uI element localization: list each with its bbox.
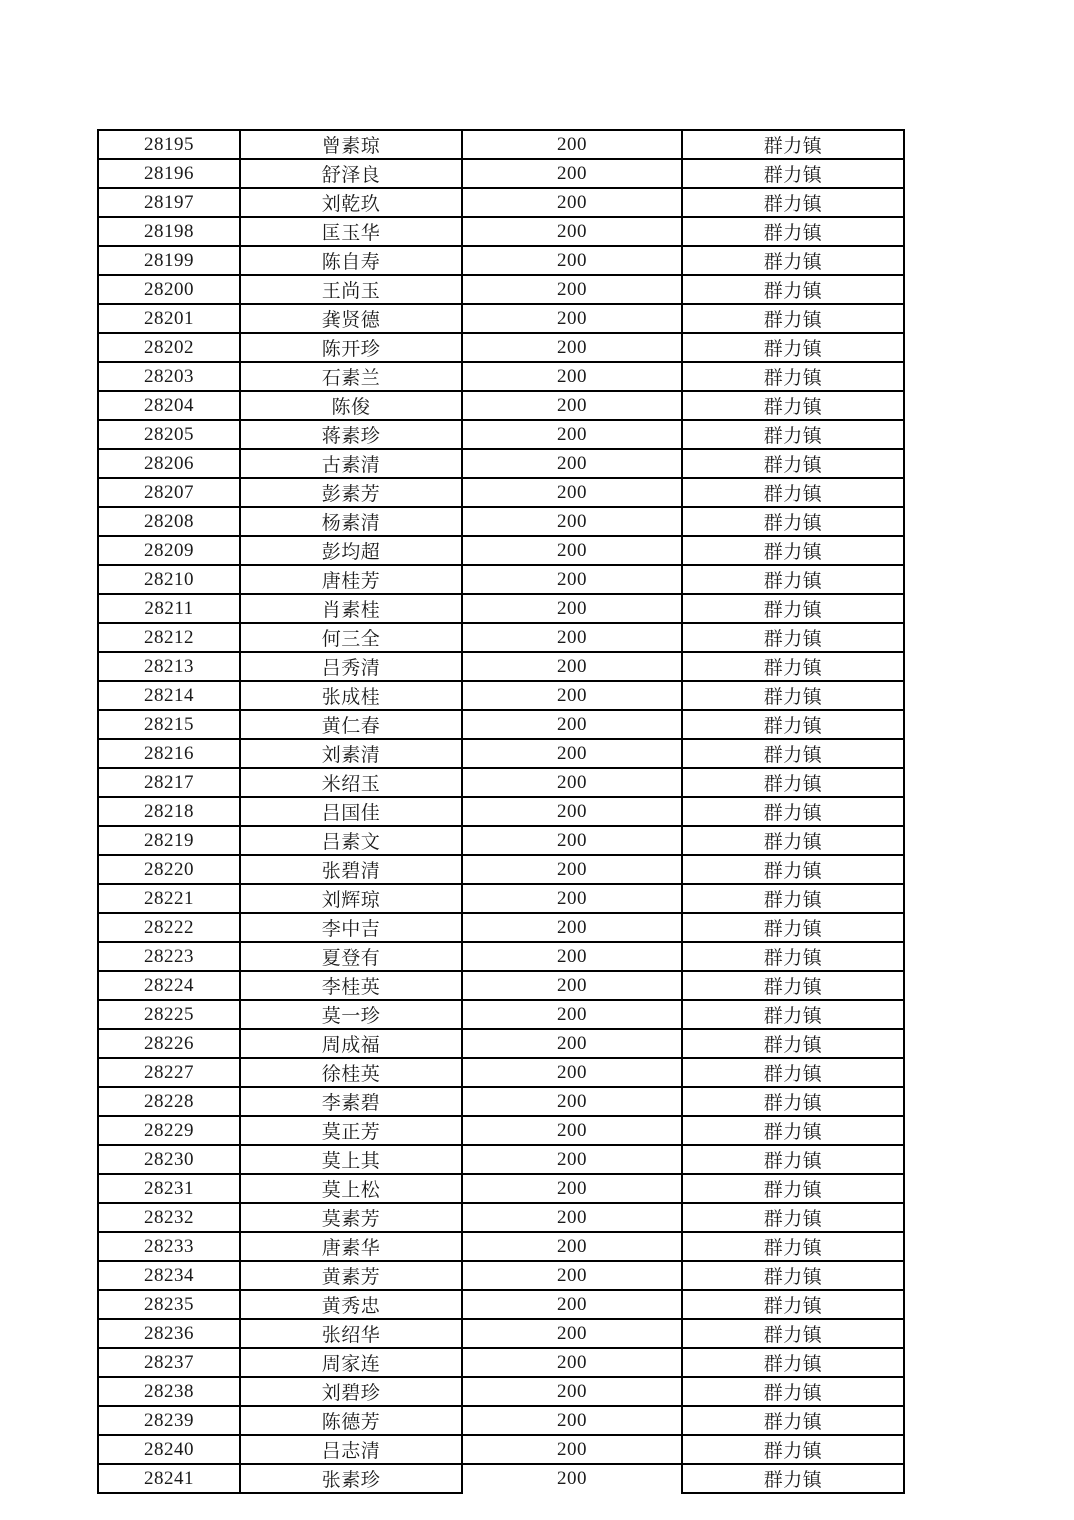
cell-amount: 200 (462, 1145, 682, 1174)
cell-town: 群力镇 (682, 304, 904, 333)
cell-amount: 200 (462, 333, 682, 362)
cell-town: 群力镇 (682, 420, 904, 449)
cell-town: 群力镇 (682, 1087, 904, 1116)
cell-person-name: 彭素芳 (240, 478, 462, 507)
cell-person-name: 匡玉华 (240, 217, 462, 246)
cell-person-name: 古素清 (240, 449, 462, 478)
cell-person-name: 夏登有 (240, 942, 462, 971)
cell-amount: 200 (462, 681, 682, 710)
table-row (98, 362, 904, 391)
cell-serial-number: 28235 (98, 1290, 240, 1319)
cell-amount: 200 (462, 971, 682, 1000)
cell-amount: 200 (462, 217, 682, 246)
table-row (98, 188, 904, 217)
cell-serial-number: 28234 (98, 1261, 240, 1290)
cell-serial-number: 28200 (98, 275, 240, 304)
table-row (98, 449, 904, 478)
cell-town: 群力镇 (682, 884, 904, 913)
cell-amount: 200 (462, 797, 682, 826)
table-row (98, 275, 904, 304)
cell-person-name: 莫上其 (240, 1145, 462, 1174)
cell-person-name: 米绍玉 (240, 768, 462, 797)
table-row (98, 1406, 904, 1435)
cell-town: 群力镇 (682, 942, 904, 971)
cell-person-name: 唐素华 (240, 1232, 462, 1261)
cell-town: 群力镇 (682, 1058, 904, 1087)
cell-town: 群力镇 (682, 826, 904, 855)
cell-amount: 200 (462, 739, 682, 768)
cell-serial-number: 28228 (98, 1087, 240, 1116)
cell-town: 群力镇 (682, 681, 904, 710)
cell-town: 群力镇 (682, 1319, 904, 1348)
cell-serial-number: 28204 (98, 391, 240, 420)
cell-serial-number: 28219 (98, 826, 240, 855)
cell-town: 群力镇 (682, 1290, 904, 1319)
cell-amount: 200 (462, 1116, 682, 1145)
cell-serial-number: 28221 (98, 884, 240, 913)
cell-town: 群力镇 (682, 1232, 904, 1261)
cell-amount: 200 (462, 1058, 682, 1087)
cell-serial-number: 28220 (98, 855, 240, 884)
table-row (98, 623, 904, 652)
cell-person-name: 莫一珍 (240, 1000, 462, 1029)
cell-town: 群力镇 (682, 565, 904, 594)
cell-serial-number: 28212 (98, 623, 240, 652)
cell-person-name: 舒泽良 (240, 159, 462, 188)
table-row (98, 1000, 904, 1029)
cell-person-name: 李桂英 (240, 971, 462, 1000)
cell-amount: 200 (462, 1319, 682, 1348)
cell-amount: 200 (462, 623, 682, 652)
table-row (98, 855, 904, 884)
cell-serial-number: 28216 (98, 739, 240, 768)
cell-town: 群力镇 (682, 913, 904, 942)
cell-town: 群力镇 (682, 246, 904, 275)
cell-amount: 200 (462, 275, 682, 304)
cell-person-name: 吕素文 (240, 826, 462, 855)
cell-town: 群力镇 (682, 594, 904, 623)
cell-serial-number: 28210 (98, 565, 240, 594)
cell-person-name: 刘乾玖 (240, 188, 462, 217)
table-row (98, 1435, 904, 1464)
cell-person-name: 徐桂英 (240, 1058, 462, 1087)
cell-serial-number: 28199 (98, 246, 240, 275)
table-row (98, 1029, 904, 1058)
cell-town: 群力镇 (682, 768, 904, 797)
cell-person-name: 吕国佳 (240, 797, 462, 826)
cell-serial-number: 28202 (98, 333, 240, 362)
cell-serial-number: 28201 (98, 304, 240, 333)
table-row (98, 826, 904, 855)
cell-amount: 200 (462, 507, 682, 536)
cell-amount: 200 (462, 362, 682, 391)
cell-amount: 200 (462, 1087, 682, 1116)
table-row (98, 884, 904, 913)
cell-town: 群力镇 (682, 217, 904, 246)
cell-town: 群力镇 (682, 275, 904, 304)
cell-person-name: 李中吉 (240, 913, 462, 942)
cell-person-name: 陈自寿 (240, 246, 462, 275)
table-row (98, 1087, 904, 1116)
table-row (98, 681, 904, 710)
cell-serial-number: 28240 (98, 1435, 240, 1464)
table-row (98, 971, 904, 1000)
cell-person-name: 张碧清 (240, 855, 462, 884)
cell-town: 群力镇 (682, 159, 904, 188)
cell-amount: 200 (462, 913, 682, 942)
cell-amount: 200 (462, 1000, 682, 1029)
cell-amount: 200 (462, 1348, 682, 1377)
cell-amount: 200 (462, 1029, 682, 1058)
cell-person-name: 刘素清 (240, 739, 462, 768)
cell-serial-number: 28224 (98, 971, 240, 1000)
cell-town: 群力镇 (682, 188, 904, 217)
cell-town: 群力镇 (682, 1377, 904, 1406)
cell-serial-number: 28241 (98, 1464, 240, 1493)
cell-person-name: 杨素清 (240, 507, 462, 536)
cell-serial-number: 28237 (98, 1348, 240, 1377)
cell-amount: 200 (462, 594, 682, 623)
cell-amount: 200 (462, 188, 682, 217)
cell-person-name: 黄秀忠 (240, 1290, 462, 1319)
table-row (98, 739, 904, 768)
cell-town: 群力镇 (682, 1464, 904, 1493)
cell-serial-number: 28230 (98, 1145, 240, 1174)
cell-serial-number: 28239 (98, 1406, 240, 1435)
cell-serial-number: 28205 (98, 420, 240, 449)
cell-amount: 200 (462, 710, 682, 739)
table-row (98, 478, 904, 507)
cell-serial-number: 28203 (98, 362, 240, 391)
cell-serial-number: 28198 (98, 217, 240, 246)
table-row (98, 594, 904, 623)
cell-amount: 200 (462, 1290, 682, 1319)
cell-amount: 200 (462, 478, 682, 507)
cell-town: 群力镇 (682, 1174, 904, 1203)
cell-serial-number: 28209 (98, 536, 240, 565)
cell-serial-number: 28225 (98, 1000, 240, 1029)
cell-amount: 200 (462, 449, 682, 478)
cell-person-name: 李素碧 (240, 1087, 462, 1116)
cell-amount: 200 (462, 1232, 682, 1261)
cell-amount: 200 (462, 1464, 682, 1493)
cell-serial-number: 28233 (98, 1232, 240, 1261)
table-row (98, 536, 904, 565)
table-row (98, 652, 904, 681)
cell-serial-number: 28214 (98, 681, 240, 710)
cell-town: 群力镇 (682, 333, 904, 362)
cell-person-name: 黄仁春 (240, 710, 462, 739)
cell-town: 群力镇 (682, 1029, 904, 1058)
cell-serial-number: 28236 (98, 1319, 240, 1348)
table-row (98, 1145, 904, 1174)
table-row (98, 507, 904, 536)
cell-town: 群力镇 (682, 362, 904, 391)
cell-person-name: 唐桂芳 (240, 565, 462, 594)
cell-person-name: 龚贤德 (240, 304, 462, 333)
table-row (98, 1232, 904, 1261)
cell-town: 群力镇 (682, 1348, 904, 1377)
cell-town: 群力镇 (682, 1116, 904, 1145)
cell-amount: 200 (462, 1261, 682, 1290)
cell-serial-number: 28211 (98, 594, 240, 623)
cell-person-name: 莫上松 (240, 1174, 462, 1203)
cell-amount: 200 (462, 1174, 682, 1203)
cell-amount: 200 (462, 768, 682, 797)
cell-town: 群力镇 (682, 507, 904, 536)
table-row (98, 391, 904, 420)
table-body (98, 130, 904, 1493)
cell-serial-number: 28207 (98, 478, 240, 507)
cell-amount: 200 (462, 1203, 682, 1232)
cell-person-name: 吕志清 (240, 1435, 462, 1464)
cell-serial-number: 28231 (98, 1174, 240, 1203)
cell-town: 群力镇 (682, 1000, 904, 1029)
cell-serial-number: 28218 (98, 797, 240, 826)
cell-person-name: 刘碧珍 (240, 1377, 462, 1406)
cell-amount: 200 (462, 420, 682, 449)
cell-person-name: 陈开珍 (240, 333, 462, 362)
table-row (98, 1464, 904, 1493)
cell-person-name: 王尚玉 (240, 275, 462, 304)
cell-amount: 200 (462, 391, 682, 420)
table-row (98, 1058, 904, 1087)
cell-person-name: 周家连 (240, 1348, 462, 1377)
table-row (98, 246, 904, 275)
cell-town: 群力镇 (682, 391, 904, 420)
table-row (98, 1203, 904, 1232)
cell-town: 群力镇 (682, 1203, 904, 1232)
table-row (98, 913, 904, 942)
cell-serial-number: 28196 (98, 159, 240, 188)
cell-town: 群力镇 (682, 1406, 904, 1435)
cell-town: 群力镇 (682, 1435, 904, 1464)
table-row (98, 1348, 904, 1377)
cell-town: 群力镇 (682, 971, 904, 1000)
cell-amount: 200 (462, 130, 682, 159)
table-row (98, 1261, 904, 1290)
table-row (98, 130, 904, 159)
cell-person-name: 张绍华 (240, 1319, 462, 1348)
cell-person-name: 周成福 (240, 1029, 462, 1058)
cell-person-name: 莫素芳 (240, 1203, 462, 1232)
table-row (98, 797, 904, 826)
cell-amount: 200 (462, 536, 682, 565)
cell-person-name: 张成桂 (240, 681, 462, 710)
cell-serial-number: 28217 (98, 768, 240, 797)
cell-town: 群力镇 (682, 710, 904, 739)
cell-person-name: 曾素琼 (240, 130, 462, 159)
roster-table (97, 129, 905, 1494)
cell-serial-number: 28222 (98, 913, 240, 942)
cell-amount: 200 (462, 942, 682, 971)
table-row (98, 304, 904, 333)
cell-amount: 200 (462, 652, 682, 681)
cell-serial-number: 28226 (98, 1029, 240, 1058)
cell-town: 群力镇 (682, 449, 904, 478)
cell-amount: 200 (462, 159, 682, 188)
cell-amount: 200 (462, 246, 682, 275)
cell-amount: 200 (462, 826, 682, 855)
cell-serial-number: 28197 (98, 188, 240, 217)
cell-town: 群力镇 (682, 536, 904, 565)
cell-amount: 200 (462, 1406, 682, 1435)
table-row (98, 1290, 904, 1319)
cell-serial-number: 28227 (98, 1058, 240, 1087)
table-row (98, 217, 904, 246)
cell-person-name: 张素珍 (240, 1464, 462, 1493)
cell-serial-number: 28215 (98, 710, 240, 739)
cell-serial-number: 28195 (98, 130, 240, 159)
table-row (98, 1377, 904, 1406)
cell-town: 群力镇 (682, 652, 904, 681)
table-row (98, 710, 904, 739)
cell-amount: 200 (462, 855, 682, 884)
cell-person-name: 彭均超 (240, 536, 462, 565)
table-row (98, 768, 904, 797)
table-row (98, 420, 904, 449)
cell-town: 群力镇 (682, 478, 904, 507)
cell-amount: 200 (462, 304, 682, 333)
cell-town: 群力镇 (682, 1145, 904, 1174)
cell-town: 群力镇 (682, 130, 904, 159)
cell-person-name: 何三全 (240, 623, 462, 652)
cell-town: 群力镇 (682, 855, 904, 884)
table-row (98, 1319, 904, 1348)
cell-town: 群力镇 (682, 739, 904, 768)
table-row (98, 1116, 904, 1145)
cell-amount: 200 (462, 1377, 682, 1406)
cell-town: 群力镇 (682, 797, 904, 826)
table-row (98, 565, 904, 594)
cell-serial-number: 28229 (98, 1116, 240, 1145)
cell-amount: 200 (462, 884, 682, 913)
cell-person-name: 石素兰 (240, 362, 462, 391)
cell-serial-number: 28238 (98, 1377, 240, 1406)
table-row (98, 333, 904, 362)
cell-person-name: 陈德芳 (240, 1406, 462, 1435)
cell-person-name: 陈俊 (240, 391, 462, 420)
cell-serial-number: 28213 (98, 652, 240, 681)
cell-person-name: 吕秀清 (240, 652, 462, 681)
cell-person-name: 蒋素珍 (240, 420, 462, 449)
cell-town: 群力镇 (682, 623, 904, 652)
table-row (98, 1174, 904, 1203)
cell-person-name: 刘辉琼 (240, 884, 462, 913)
table-row (98, 159, 904, 188)
cell-serial-number: 28206 (98, 449, 240, 478)
cell-person-name: 黄素芳 (240, 1261, 462, 1290)
cell-serial-number: 28223 (98, 942, 240, 971)
cell-serial-number: 28232 (98, 1203, 240, 1232)
cell-amount: 200 (462, 565, 682, 594)
cell-serial-number: 28208 (98, 507, 240, 536)
cell-amount: 200 (462, 1435, 682, 1464)
cell-town: 群力镇 (682, 1261, 904, 1290)
cell-person-name: 肖素桂 (240, 594, 462, 623)
table-row (98, 942, 904, 971)
cell-person-name: 莫正芳 (240, 1116, 462, 1145)
